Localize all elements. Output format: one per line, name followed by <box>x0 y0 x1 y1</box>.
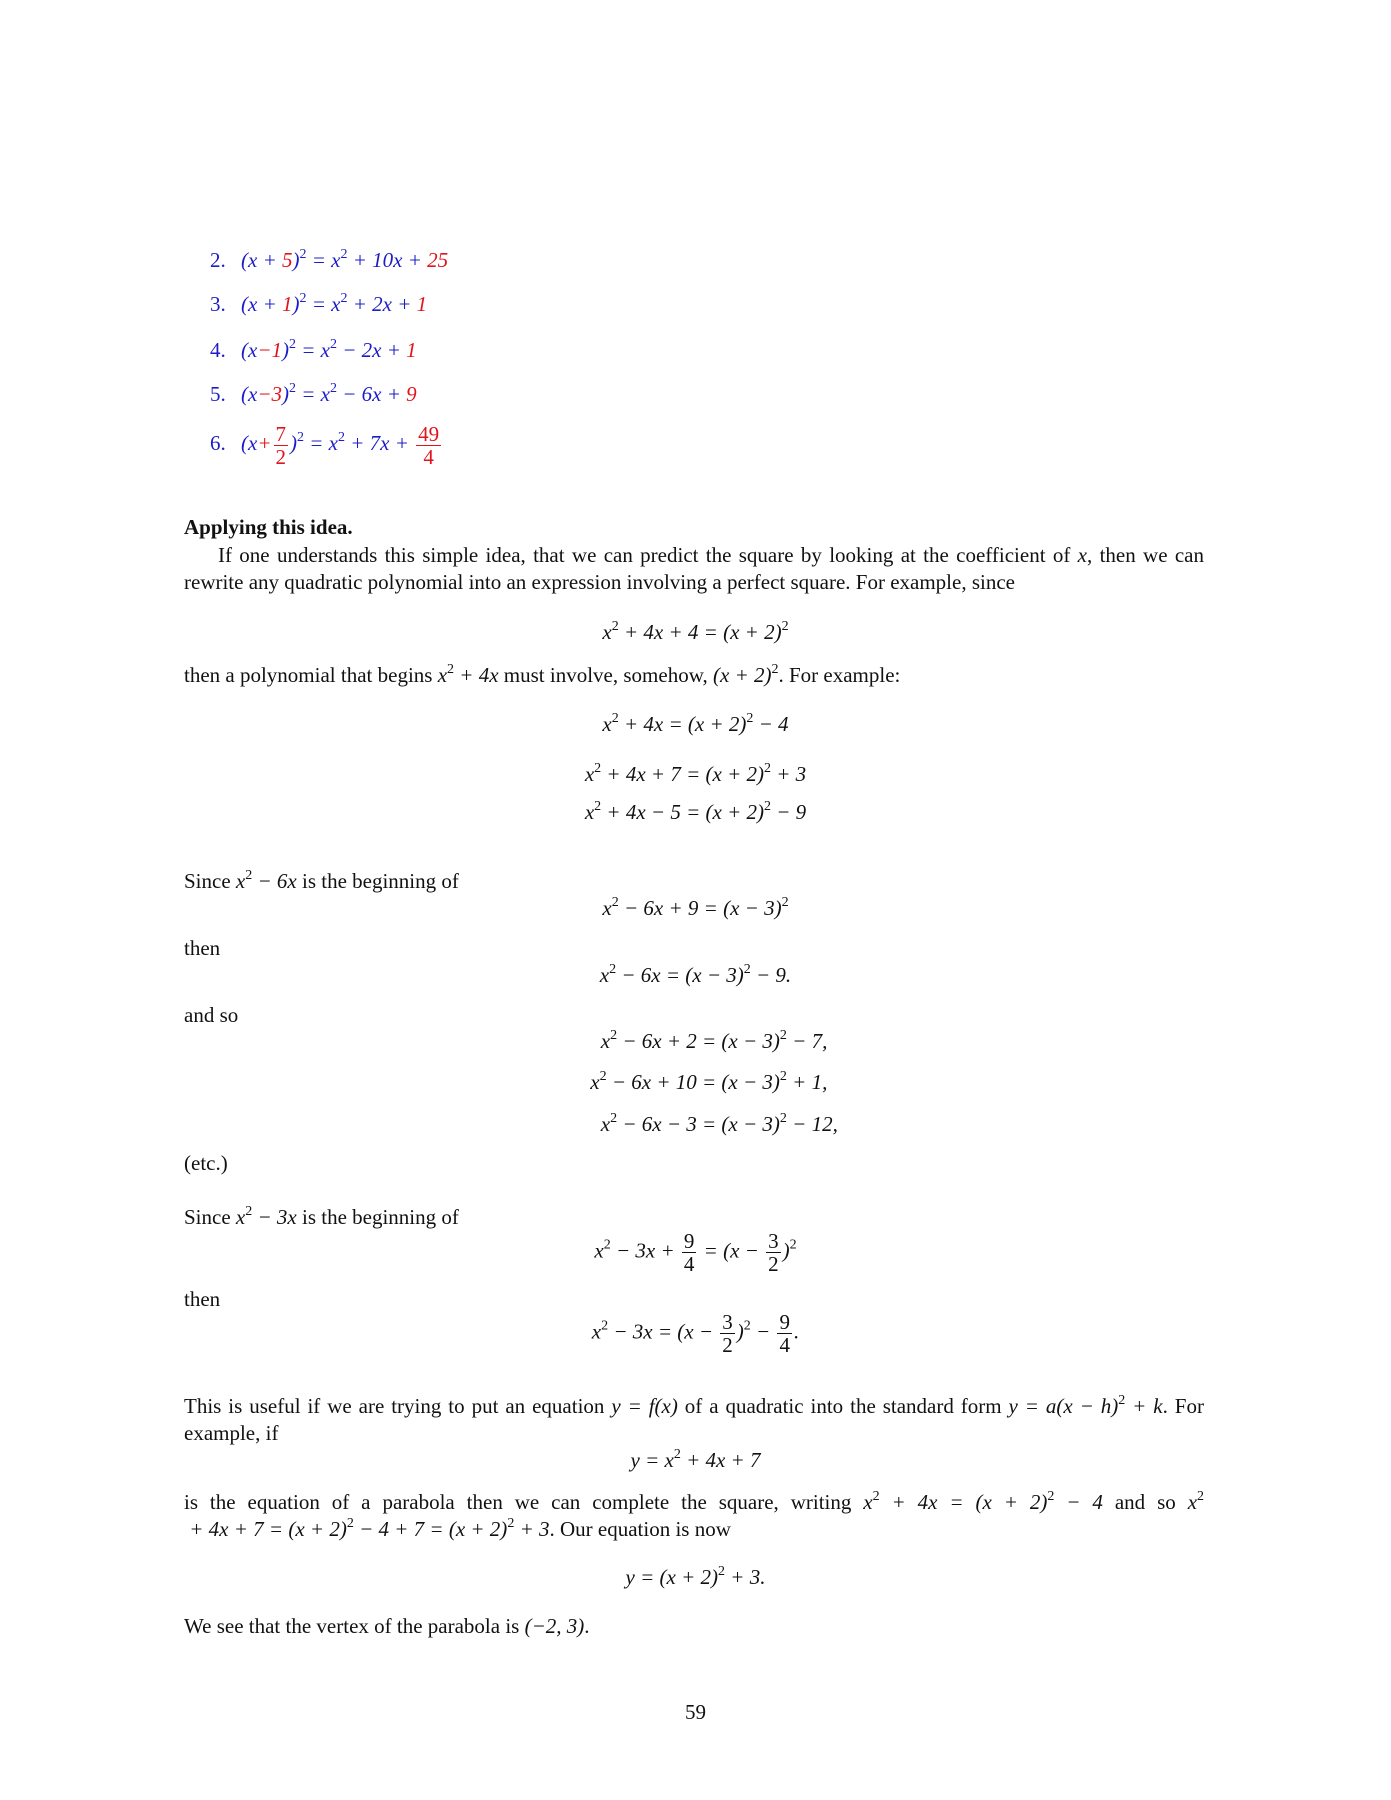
math-run: = x <box>296 382 330 406</box>
exponent: 2 <box>330 381 337 396</box>
numerator: 7 <box>275 422 286 446</box>
math-run: 1 <box>282 292 293 316</box>
exponent: 2 <box>594 799 602 814</box>
math-run: x <box>235 1205 246 1229</box>
math-run: + 4x + 7 = (x + 2) <box>184 1517 347 1541</box>
exponent: 2 <box>1047 1489 1055 1504</box>
math-run: x <box>591 1319 602 1344</box>
equation-display <box>0 800 1391 825</box>
math-run: + 1, <box>786 1070 828 1094</box>
paragraph <box>184 1489 1204 1543</box>
denominator: 4 <box>779 1333 790 1358</box>
math-run: (x + <box>241 248 282 272</box>
exponent: 2 <box>1197 1489 1205 1504</box>
math-run: − 9 <box>770 800 807 824</box>
math-run: (x <box>241 431 258 456</box>
exponent: 2 <box>611 619 619 634</box>
math-run: (x <box>241 382 258 406</box>
math-run: + 4x − 5 = (x + 2) <box>601 800 764 824</box>
equation <box>241 338 417 362</box>
text-run: is the beginning of <box>296 869 459 893</box>
math-run: + <box>257 431 272 456</box>
paragraph-intro <box>184 542 1204 596</box>
equation-lhs <box>601 1112 702 1137</box>
math-run: − 6x + <box>337 382 407 406</box>
list-item-3 <box>210 292 427 317</box>
text-run: Since <box>184 869 236 893</box>
text-run: must involve, somehow, <box>498 663 713 687</box>
denominator: 4 <box>683 1252 695 1277</box>
exponent: 2 <box>872 1489 880 1504</box>
math-run: x <box>1077 543 1087 567</box>
math-run: − 6x = (x − 3) <box>616 963 744 987</box>
denominator: 4 <box>423 445 434 470</box>
list-number: 5. <box>210 382 226 406</box>
exponent: 2 <box>245 868 253 883</box>
math-run: − 6x + 9 = (x − 3) <box>618 896 782 920</box>
math-run: − 9. <box>750 963 792 987</box>
math-run: ) <box>292 248 300 272</box>
math-run: −1 <box>257 338 282 362</box>
math-run: (x + 2) <box>713 663 772 687</box>
math-run: + 4x = (x + 2) <box>618 712 747 736</box>
math-run: = x <box>306 292 341 316</box>
text-run: is the equation of a parabola then we can complete the square, writing <box>184 1490 864 1514</box>
aligned-equation-rhs <box>702 1029 827 1054</box>
math-run: + 3 <box>770 762 807 786</box>
equation <box>241 422 443 470</box>
text-run: . For example, if <box>184 1394 1204 1445</box>
text-run: of a quadratic into the standard form <box>677 1394 1009 1418</box>
text-run: then a polynomial that begins <box>184 663 438 687</box>
list-number: 6. <box>210 431 226 456</box>
paragraph <box>184 869 459 894</box>
math-run: y = x <box>630 1448 674 1472</box>
exponent: 2 <box>299 291 307 306</box>
equation <box>241 292 427 316</box>
exponent: 2 <box>594 761 602 776</box>
exponent: 2 <box>603 1237 611 1253</box>
text-run: and so <box>1102 1490 1188 1514</box>
math-run: x <box>584 762 595 786</box>
math-run: x <box>600 1112 611 1136</box>
equation-display <box>0 1448 1391 1473</box>
math-run: − 6x + 10 <box>606 1070 702 1094</box>
math-run: 1 <box>416 292 428 316</box>
math-run: x <box>600 1029 611 1053</box>
exponent: 2 <box>346 1516 354 1531</box>
exponent: 2 <box>611 711 619 726</box>
math-run: x <box>590 1070 600 1094</box>
math-run: = (x − 3) <box>702 1070 780 1094</box>
math-run: − 3x = (x − <box>608 1319 719 1344</box>
exponent: 2 <box>763 761 771 776</box>
aligned-equation-rhs <box>702 1070 827 1095</box>
math-run: ) <box>282 338 289 362</box>
equation <box>241 248 448 272</box>
denominator: 2 <box>275 445 286 470</box>
math-run: ) <box>736 1319 744 1344</box>
exponent: 2 <box>447 662 455 677</box>
exponent: 2 <box>599 1069 607 1084</box>
list-number: 2. <box>210 248 226 272</box>
equation-display <box>0 1565 1391 1590</box>
math-run: y = f(x) <box>611 1394 678 1418</box>
math-run: − 4 + 7 = (x + 2) <box>353 1517 508 1541</box>
fraction <box>416 423 441 468</box>
math-run: + 4x + 4 = (x + 2) <box>618 620 782 644</box>
exponent: 2 <box>297 430 304 446</box>
exponent: 2 <box>507 1516 515 1531</box>
math-run: + 7x + <box>345 431 415 456</box>
exponent: 2 <box>673 1447 681 1462</box>
exponent: 2 <box>779 1028 787 1043</box>
text-run: is the beginning of <box>296 1205 459 1229</box>
exponent: 2 <box>338 430 345 446</box>
text-then: then <box>184 1287 221 1311</box>
math-run: = (x − 3) <box>702 1112 780 1136</box>
math-run: = x <box>296 338 330 362</box>
text-then: then <box>184 936 221 960</box>
exponent: 2 <box>610 1028 618 1043</box>
math-run: x <box>594 1238 604 1263</box>
equation-display <box>0 1230 1391 1275</box>
exponent: 2 <box>245 1204 253 1219</box>
exponent: 2 <box>611 895 619 910</box>
text-run: . For example: <box>778 663 901 687</box>
math-run: x <box>1187 1490 1198 1514</box>
math-run: x <box>235 869 246 893</box>
math-run: − 7, <box>786 1029 828 1053</box>
denominator: 2 <box>768 1252 779 1277</box>
math-run: x <box>602 896 612 920</box>
text-run: If one understands this simple idea, that we can predict the square by looking at the coefficient of <box>218 543 1078 567</box>
paragraph <box>184 1205 459 1230</box>
exponent: 2 <box>779 1111 787 1126</box>
math-run: x <box>602 712 612 736</box>
exponent: 2 <box>781 895 789 910</box>
exponent: 2 <box>779 1069 787 1084</box>
math-run: 1 <box>406 338 417 362</box>
exponent: 2 <box>299 247 307 262</box>
exponent: 2 <box>781 619 789 634</box>
list-number: 4. <box>210 338 226 362</box>
math-run: + 4x + 7 <box>680 1448 761 1472</box>
equation-display <box>0 762 1391 787</box>
equation-display <box>0 1311 1391 1356</box>
numerator: 3 <box>722 1310 733 1334</box>
math-run: . <box>793 1319 800 1344</box>
text-run: . <box>584 1614 590 1638</box>
math-run: = x <box>306 248 341 272</box>
math-run: − 6x − 3 <box>617 1112 702 1136</box>
paragraph <box>184 1393 1204 1447</box>
exponent: 2 <box>289 337 296 352</box>
numerator: 9 <box>683 1229 695 1253</box>
math-run: x <box>437 663 448 687</box>
fraction <box>274 423 289 468</box>
text-run: We see that the vertex of the parabola is <box>184 1614 525 1638</box>
exponent: 2 <box>763 799 771 814</box>
math-run: 9 <box>406 382 417 406</box>
math-run: + 3 <box>514 1517 550 1541</box>
math-run: (x + <box>241 292 282 316</box>
text-etc: (etc.) <box>184 1151 228 1175</box>
exponent: 2 <box>743 962 751 977</box>
exponent: 2 <box>340 291 348 306</box>
exponent: 2 <box>789 1237 797 1253</box>
math-run: = (x − <box>698 1238 765 1263</box>
math-run: + k <box>1125 1394 1163 1418</box>
math-run: x <box>599 963 610 987</box>
list-item-2 <box>210 248 448 273</box>
math-run: + 4x <box>454 663 499 687</box>
math-run: x <box>584 800 595 824</box>
exponent: 2 <box>330 337 337 352</box>
numerator: 3 <box>768 1229 779 1253</box>
math-run: + 4x + 7 = (x + 2) <box>601 762 764 786</box>
equation-lhs <box>601 1029 702 1054</box>
list-item-5 <box>210 382 417 407</box>
list-item-4 <box>210 338 417 363</box>
math-run: x <box>602 620 612 644</box>
list-number: 3. <box>210 292 226 316</box>
text-run: . Our equation is now <box>549 1517 731 1541</box>
math-run: − <box>750 1319 776 1344</box>
equation-display <box>0 963 1391 988</box>
math-run: 5 <box>282 248 293 272</box>
equation-display <box>0 620 1391 645</box>
math-run: + 3. <box>725 1565 766 1589</box>
page-number: 59 <box>685 1700 706 1724</box>
math-run: − 3x <box>252 1205 297 1229</box>
equation-lhs <box>590 1070 702 1095</box>
exponent: 2 <box>718 1564 726 1579</box>
text-run: , then we can rewrite any quadratic polynomial into an expression involving a perfect square. For example, since <box>184 543 1204 594</box>
math-run: y = (x + 2) <box>625 1565 719 1589</box>
math-run: (x <box>241 338 258 362</box>
text-run: Since <box>184 1205 236 1229</box>
math-run: − 3x + <box>610 1238 680 1263</box>
fraction <box>766 1230 781 1275</box>
fraction <box>777 1311 792 1356</box>
exponent: 2 <box>609 962 617 977</box>
exponent: 2 <box>1118 1393 1126 1408</box>
math-run: + 10x + <box>347 248 428 272</box>
math-run: = x <box>304 431 338 456</box>
paragraph <box>184 1614 590 1639</box>
exponent: 2 <box>746 711 754 726</box>
numerator: 49 <box>418 422 440 446</box>
math-run: − 2x + <box>337 338 407 362</box>
exponent: 2 <box>340 247 348 262</box>
denominator: 2 <box>722 1333 733 1358</box>
equation-display <box>0 896 1391 921</box>
math-run: ) <box>282 382 289 406</box>
math-run: y = a(x − h) <box>1008 1394 1119 1418</box>
math-run: = (x − 3) <box>702 1029 780 1053</box>
list-item-6 <box>210 423 443 468</box>
math-run: ) <box>290 431 297 456</box>
math-run: − 6x + 2 <box>617 1029 702 1053</box>
exponent: 2 <box>771 662 779 677</box>
math-run: + 2x + <box>347 292 417 316</box>
aligned-equation-rhs <box>702 1112 838 1137</box>
math-run: − 4 <box>753 712 789 736</box>
math-run: x <box>863 1490 873 1514</box>
math-run: + 4x = (x + 2) <box>879 1490 1048 1514</box>
paragraph <box>184 663 900 688</box>
exponent: 2 <box>610 1111 618 1126</box>
exponent: 2 <box>743 1318 751 1334</box>
math-run: − 4 <box>1054 1490 1103 1514</box>
math-run: − 6x <box>252 869 297 893</box>
math-run: (−2, 3) <box>524 1614 585 1638</box>
section-heading: Applying this idea. <box>184 515 353 539</box>
equation-display <box>0 712 1391 737</box>
math-run: −3 <box>257 382 282 406</box>
fraction <box>720 1311 735 1356</box>
numerator: 9 <box>779 1310 790 1334</box>
exponent: 2 <box>601 1318 609 1334</box>
math-run: 25 <box>427 248 449 272</box>
fraction <box>682 1230 697 1275</box>
math-run: − 12, <box>786 1112 838 1136</box>
math-run: ) <box>782 1238 790 1263</box>
text-and-so: and so <box>184 1003 239 1027</box>
equation <box>241 382 417 406</box>
exponent: 2 <box>289 381 296 396</box>
math-run: ) <box>292 292 300 316</box>
text-run: This is useful if we are trying to put an equation <box>184 1394 612 1418</box>
